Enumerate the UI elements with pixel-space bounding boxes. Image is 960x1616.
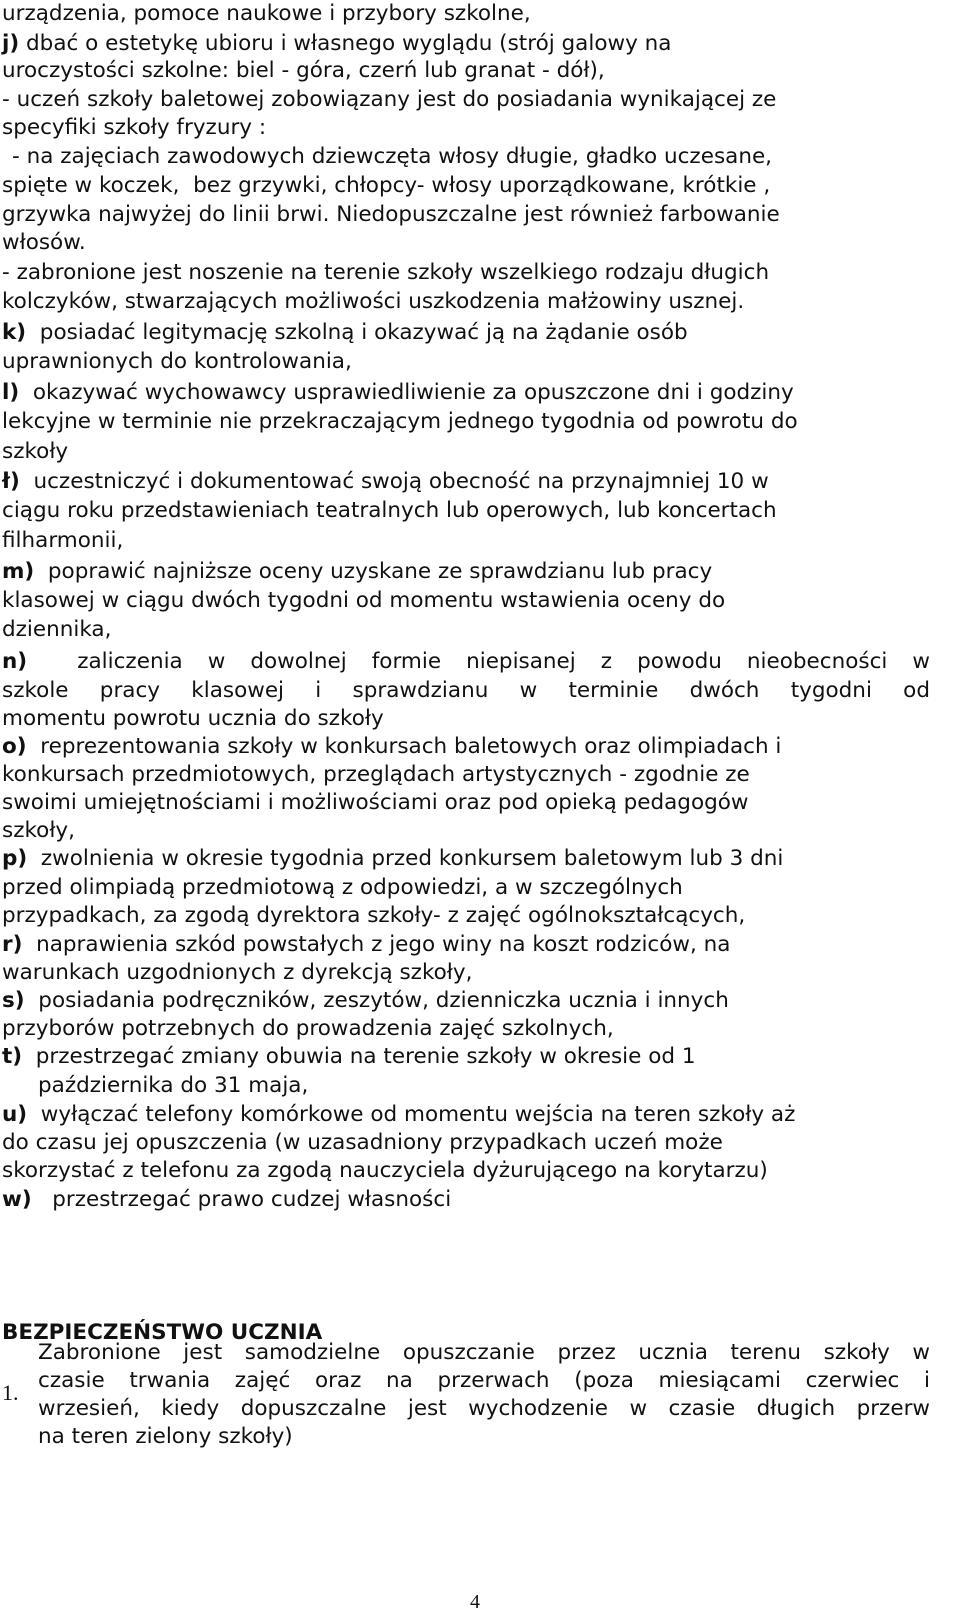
rule-line: [2, 175, 770, 197]
rule-marker: k): [2, 320, 27, 345]
rule-line: [2, 411, 798, 433]
rule-text: dbać o estetykę ubioru i własnego wyglądu (strój galowy na: [19, 31, 672, 56]
rule-line: [2, 905, 745, 927]
rule-line: [2, 619, 111, 641]
rule-text: przypadkach, za zgodą dyrektora szkoły- z zajęć ogólnokształcących,: [2, 903, 746, 928]
rule-line: [2, 877, 683, 899]
rule-text: reprezentowania szkoły w konkursach baletowych oraz olimpiadach i: [26, 734, 782, 759]
rule-line: [2, 291, 744, 313]
rule-text: uczestniczyć i dokumentować swoją obecność na przynajmniej 10 w: [19, 469, 769, 494]
rule-line: [12, 146, 772, 168]
rule-text: skorzystać z telefonu za zgodą nauczyciela dyżurującego na korytarzu): [2, 1158, 768, 1183]
rule-line: [2, 441, 68, 463]
rule-marker: n): [2, 649, 28, 674]
rule-text: kolczyków, stwarzających możliwości uszkodzenia małżowiny usznej.: [2, 289, 745, 314]
rule-text: szkoły: [2, 439, 69, 464]
rule-line: [2, 322, 688, 344]
rule-line: [2, 651, 930, 673]
rule-text: okazywać wychowawcy usprawiedliwienie za opuszczone dni i godziny: [19, 380, 794, 405]
rule-text: przyborów potrzebnych do prowadzenia zajęć szkolnych,: [2, 1016, 614, 1041]
rule-line: [2, 990, 729, 1012]
rule-line: [2, 1104, 795, 1126]
rule-text: grzywka najwyżej do linii brwi. Niedopuszczalne jest również farbowanie: [2, 202, 780, 227]
rule-marker: r): [2, 932, 23, 957]
rule-text: zaliczenia w dowolnej formie niepisanej z powodu nieobecności w: [27, 649, 930, 674]
rule-line: [2, 1189, 451, 1211]
rule-line: [2, 60, 605, 82]
rule-line: [2, 471, 769, 493]
section-item-line-4: na teren zielony szkoły): [38, 1424, 293, 1449]
rule-text: wyłączać telefony komórkowe od momentu wejścia na teren szkoły aż: [27, 1102, 796, 1127]
section-item-line-1: Zabronione jest samodzielne opuszczanie przez ucznia terenu szkoły w: [38, 1340, 930, 1365]
rule-marker: p): [2, 846, 28, 871]
rule-text: do czasu jej opuszczenia (w uzasadniony przypadkach uczeń może: [2, 1130, 723, 1155]
rule-line: [2, 204, 780, 226]
rule-marker: l): [2, 380, 20, 405]
rule-line: [2, 764, 750, 786]
rule-text: zwolnienia w okresie tygodnia przed konkursem baletowym lub 3 dni: [27, 846, 784, 871]
rule-line: [2, 1132, 723, 1154]
rule-text: momentu powrotu ucznia do szkoły: [2, 706, 384, 731]
rule-line: [2, 351, 352, 373]
rule-text: włosów.: [2, 230, 86, 255]
rule-line: [2, 1018, 614, 1040]
rule-text: października do 31 maja,: [38, 1073, 309, 1098]
rule-text: szkoły,: [2, 818, 75, 843]
rule-marker: o): [2, 734, 27, 759]
rule-text: urządzenia, pomoce naukowe i przybory szkolne,: [2, 1, 531, 26]
rule-line: [2, 820, 75, 842]
rule-text: naprawienia szkód powstałych z jego winy na koszt rodziców, na: [22, 932, 731, 957]
rule-line: [2, 382, 794, 404]
rule-line: [2, 934, 730, 956]
rule-text: lekcyjne w terminie nie przekraczającym jednego tygodnia od powrotu do: [2, 409, 798, 434]
rule-line: [2, 33, 671, 55]
rule-marker: u): [2, 1102, 28, 1127]
rule-text: swoimi umiejętnościami i możliwościami oraz pod opieką pedagogów: [2, 790, 749, 815]
rule-marker: ł): [2, 469, 20, 494]
rule-marker: s): [2, 988, 25, 1013]
rule-text: konkursach przedmiotowych, przeglądach artystycznych - zgodnie ze: [2, 762, 750, 787]
rule-text: posiadać legitymację szkolną i okazywać ją na żądanie osób: [26, 320, 688, 345]
rule-line: [2, 530, 123, 552]
rule-line: [2, 232, 86, 254]
rule-text: warunkach uzgodnionych z dyrekcją szkoły,: [2, 960, 473, 985]
rule-line: [2, 736, 781, 758]
rule-text: spięte w koczek, bez grzywki, chłopcy- włosy uporządkowane, krótkie ,: [2, 173, 771, 198]
page-number: 4: [470, 1591, 480, 1613]
rule-line: [2, 117, 266, 139]
rule-line: [2, 500, 777, 522]
rule-line: [2, 848, 783, 870]
rule-line: [2, 3, 531, 25]
rule-text: - zabronione jest noszenie na terenie szkoły wszelkiego rodzaju długich: [2, 260, 770, 285]
section-item-line-2: czasie trwania zajęć oraz na przerwach (poza miesiącami czerwiec i: [38, 1368, 930, 1393]
rule-line: [2, 792, 749, 814]
section-item-line-3: wrzesień, kiedy dopuszczalne jest wychodzenie w czasie długich przerw: [38, 1396, 930, 1421]
rule-line: [2, 590, 725, 612]
rule-marker: t): [2, 1044, 23, 1069]
rule-line: [2, 89, 776, 111]
section-item-number: 1.: [2, 1380, 19, 1405]
rule-text: przestrzegać zmiany obuwia na terenie szkoły w okresie od 1: [22, 1044, 696, 1069]
rule-marker: j): [2, 31, 20, 56]
rule-line: [2, 1046, 696, 1068]
rule-text: szkole pracy klasowej i sprawdzianu w terminie dwóch tygodni od: [2, 678, 930, 703]
rule-marker: w): [2, 1187, 32, 1212]
rule-text: - na zajęciach zawodowych dziewczęta włosy długie, gładko uczesane,: [12, 144, 773, 169]
rule-line: [2, 708, 384, 730]
rule-text: przestrzegać prawo cudzej własności: [31, 1187, 452, 1212]
rule-marker: m): [2, 559, 35, 584]
rule-text: specyfiki szkoły fryzury :: [2, 115, 267, 140]
rule-text: posiadania podręczników, zeszytów, dzienniczka ucznia i innych: [24, 988, 729, 1013]
rule-text: dziennika,: [2, 617, 112, 642]
rule-line: [2, 962, 472, 984]
rule-text: filharmonii,: [2, 528, 124, 553]
rule-line: [2, 561, 712, 583]
rule-line: [2, 680, 930, 702]
rule-line: [2, 1160, 768, 1182]
rule-text: uroczystości szkolne: biel - góra, czerń lub granat - dół),: [2, 58, 605, 83]
rule-text: uprawnionych do kontrolowania,: [2, 349, 352, 374]
rule-text: klasowej w ciągu dwóch tygodni od momentu wstawienia oceny do: [2, 588, 726, 613]
section-heading: BEZPIECZEŃSTWO UCZNIA: [2, 1320, 323, 1345]
rule-line: [2, 262, 769, 284]
rule-text: - uczeń szkoły baletowej zobowiązany jest do posiadania wynikającej ze: [2, 87, 777, 112]
rule-text: przed olimpiadą przedmiotową z odpowiedzi, a w szczególnych: [2, 875, 683, 900]
rule-text: ciągu roku przedstawieniach teatralnych lub operowych, lub koncertach: [2, 498, 777, 523]
rule-line: [38, 1075, 308, 1097]
rule-text: poprawić najniższe oceny uzyskane ze sprawdzianu lub pracy: [34, 559, 713, 584]
